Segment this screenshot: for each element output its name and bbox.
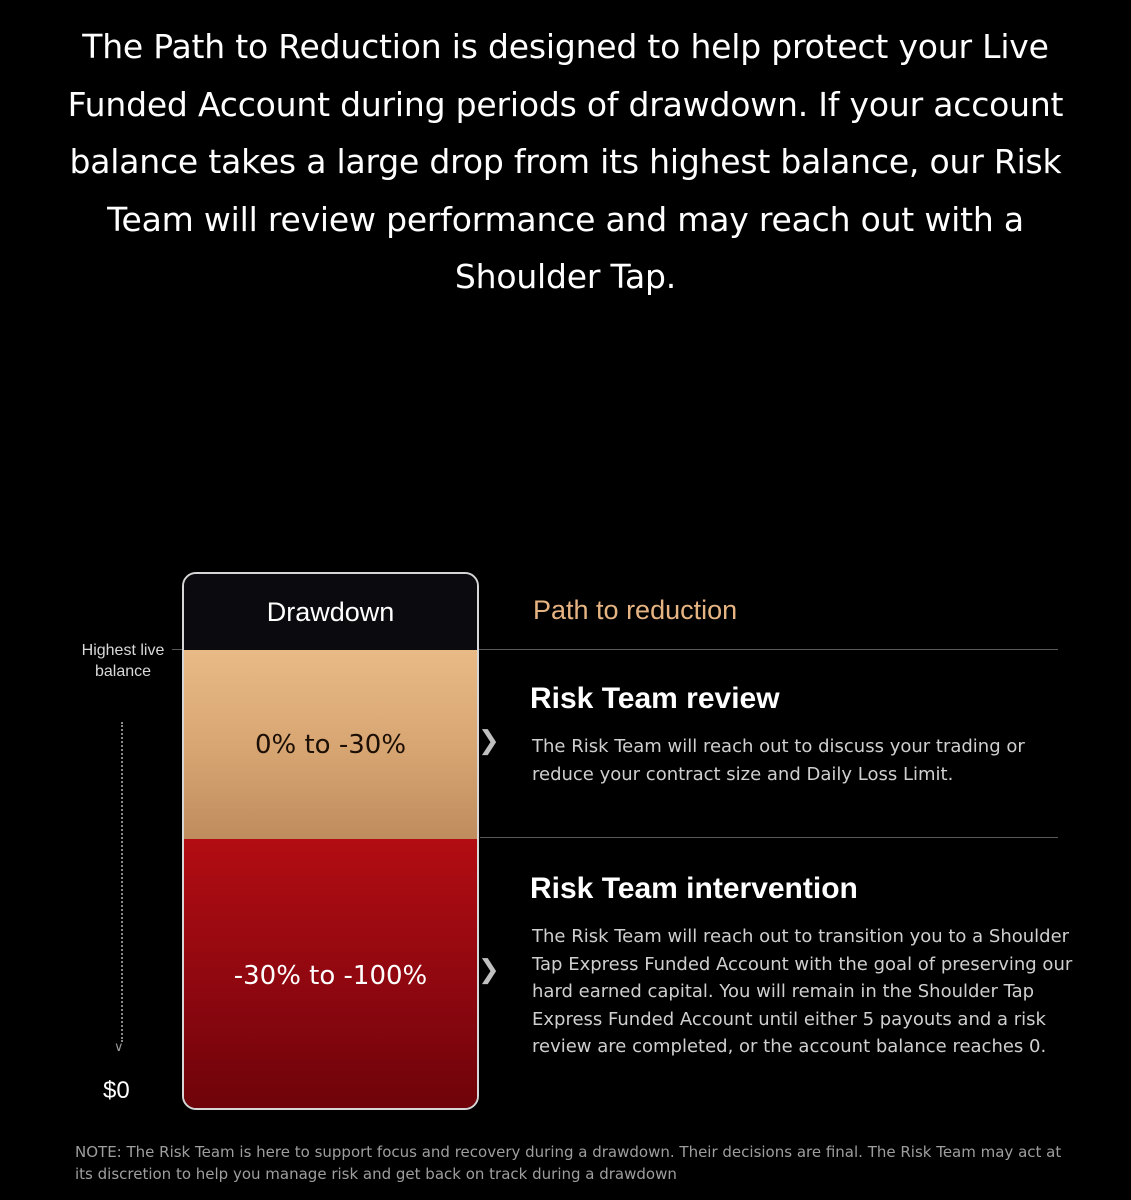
risk-team-intervention-description: The Risk Team will reach out to transition you to a Shoulder Tap Express Funded Account with the goal of preserving our hard earned capital. You will remain in the Shoulder Tap Express Funded Account until either 5 payouts and a risk review are completed, or the account balance reaches 0. xyxy=(532,926,1073,1057)
band-label-review: 0% to -30% xyxy=(254,729,407,760)
risk-team-intervention-title: Risk Team intervention xyxy=(530,872,858,905)
axis-dotted-line xyxy=(121,722,123,1042)
path-to-reduction-header: Path to reduction xyxy=(533,595,738,625)
band-label-intervention: -30% to -100% xyxy=(233,960,428,991)
drawdown-band-review xyxy=(184,650,477,839)
middle-divider xyxy=(480,837,1058,838)
drawdown-header: Drawdown xyxy=(184,574,477,650)
risk-team-review-title: Risk Team review xyxy=(530,682,780,715)
arrow-down-icon: ∨ xyxy=(114,1040,124,1055)
intro-paragraph: The Path to Reduction is designed to help protect your Live Funded Account during periods of drawdown. If your account balance takes a large drop from its highest balance, our Risk Team will review performance and may reach out with a Shoulder Tap. xyxy=(67,27,1064,296)
zero-balance-label: $0 xyxy=(103,1077,130,1104)
risk-team-review-description: The Risk Team will reach out to discuss your trading or reduce your contract size and Daily Loss Limit. xyxy=(532,736,1025,785)
chevron-right-icon: ❯ xyxy=(478,955,500,985)
drawdown-column xyxy=(182,572,479,1110)
drawdown-band-intervention xyxy=(184,839,477,1110)
chevron-right-icon: ❯ xyxy=(478,726,500,756)
footer-note: NOTE: The Risk Team is here to support focus and recovery during a drawdown. Their decisions are final. The Risk Team may act at its discretion to help you manage risk and get back on track during a drawdown xyxy=(75,1143,1062,1183)
highest-live-balance-label: Highest live balance xyxy=(81,642,165,680)
